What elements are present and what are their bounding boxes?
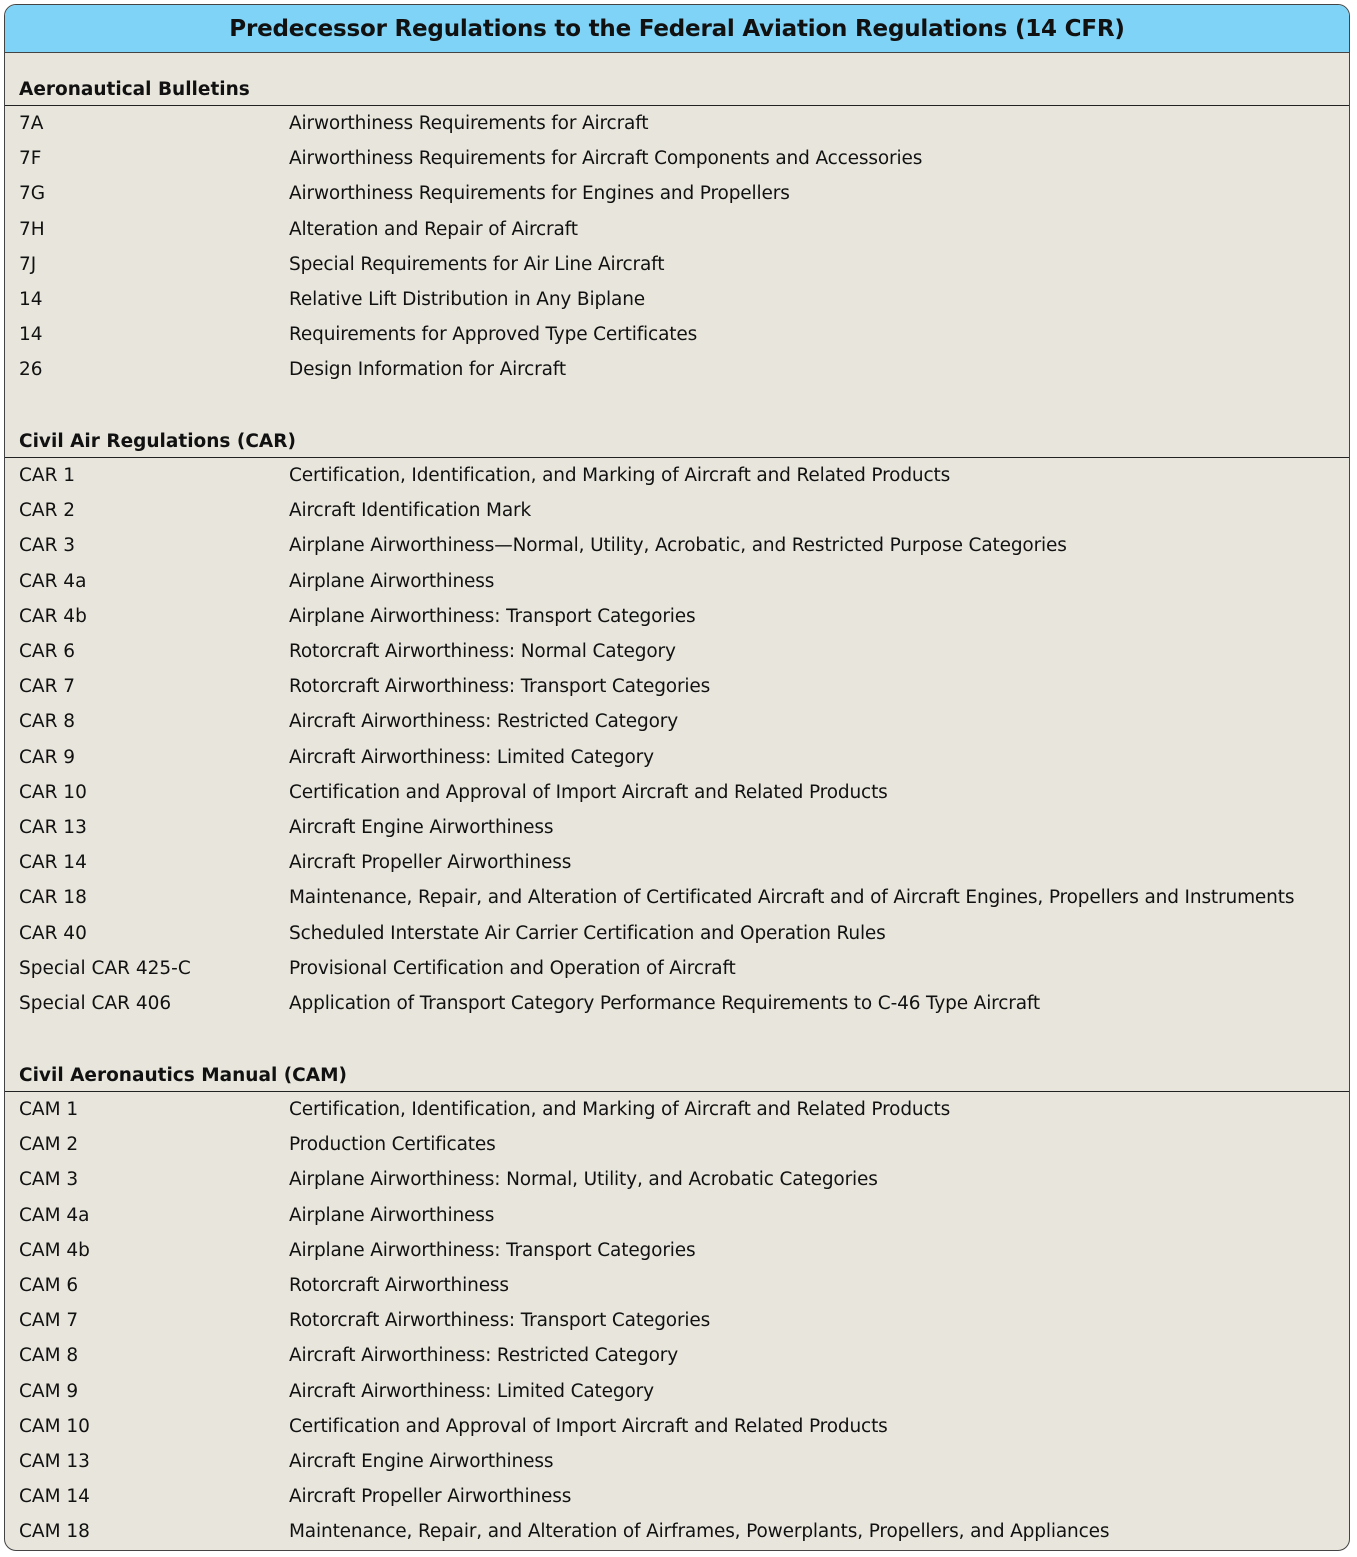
regulation-code: CAM 18	[19, 1521, 90, 1543]
regulation-code: 7G	[19, 183, 46, 205]
table-row	[5, 141, 1349, 176]
section-rows	[5, 1092, 1349, 1549]
regulation-code: CAR 3	[19, 535, 76, 557]
regulation-title: Special Requirements for Air Line Aircraft	[289, 253, 665, 275]
table-row	[5, 634, 1349, 669]
regulation-title: Airworthiness Requirements for Engines and Propellers	[289, 183, 790, 205]
regulation-code: 7A	[19, 113, 44, 135]
table-row	[5, 740, 1349, 775]
regulation-title: Rotorcraft Airworthiness: Transport Categories	[289, 1310, 711, 1332]
regulation-title: Aircraft Engine Airworthiness	[289, 1450, 554, 1472]
regulation-title: Provisional Certification and Operation of Aircraft	[289, 957, 736, 979]
regulation-code: CAR 4b	[19, 605, 87, 627]
table-row	[5, 176, 1349, 211]
regulation-code: 14	[19, 289, 43, 311]
table-row	[5, 810, 1349, 845]
regulation-code: CAM 13	[19, 1450, 90, 1472]
table-row	[5, 458, 1349, 493]
regulation-title: Airplane Airworthiness: Transport Categories	[289, 605, 696, 627]
table-row	[5, 1409, 1349, 1444]
regulation-title: Alteration and Repair of Aircraft	[289, 218, 578, 240]
table-row	[5, 1479, 1349, 1514]
regulation-title: Rotorcraft Airworthiness: Normal Category	[289, 641, 676, 663]
section-civil-aeronautics-manual	[5, 1059, 1349, 1549]
table-row	[5, 1162, 1349, 1197]
regulation-code: CAR 14	[19, 852, 87, 874]
regulation-title: Relative Lift Distribution in Any Biplane	[289, 289, 646, 311]
regulation-code: CAR 40	[19, 922, 87, 944]
section-rows	[5, 106, 1349, 388]
table-row	[5, 352, 1349, 387]
regulation-title: Production Certificates	[289, 1134, 496, 1156]
table-row	[5, 1233, 1349, 1268]
regulation-code: CAM 14	[19, 1486, 90, 1508]
regulation-title: Maintenance, Repair, and Alteration of Certificated Aircraft and of Aircraft Engines, Propellers and Instruments	[289, 887, 1295, 909]
table-row	[5, 212, 1349, 247]
table-row	[5, 247, 1349, 282]
regulation-title: Rotorcraft Airworthiness	[289, 1275, 509, 1297]
regulation-code: CAM 2	[19, 1134, 79, 1156]
regulation-title: Airplane Airworthiness: Transport Categories	[289, 1239, 696, 1261]
section-heading: Civil Air Regulations (CAR)	[5, 425, 1349, 458]
regulation-code: CAM 4a	[19, 1204, 90, 1226]
regulation-code: 14	[19, 324, 43, 346]
regulation-code: CAM 7	[19, 1310, 79, 1332]
regulation-title: Airplane Airworthiness	[289, 1204, 495, 1226]
regulation-title: Certification and Approval of Import Aircraft and Related Products	[289, 1415, 888, 1437]
section-rows	[5, 458, 1349, 1021]
table-title: Predecessor Regulations to the Federal Aviation Regulations (14 CFR)	[5, 5, 1349, 53]
table-row	[5, 564, 1349, 599]
regulation-title: Aircraft Airworthiness: Limited Category	[289, 746, 654, 768]
regulation-title: Aircraft Propeller Airworthiness	[289, 1486, 572, 1508]
table-row	[5, 704, 1349, 739]
table-row	[5, 1092, 1349, 1127]
regulation-title: Certification and Approval of Import Aircraft and Related Products	[289, 781, 888, 803]
table-row	[5, 1514, 1349, 1549]
regulation-title: Airplane Airworthiness—Normal, Utility, Acrobatic, and Restricted Purpose Categories	[289, 535, 1067, 557]
regulation-code: CAM 4b	[19, 1239, 90, 1261]
table-row	[5, 1127, 1349, 1162]
regulation-code: CAM 3	[19, 1169, 79, 1191]
table-row	[5, 493, 1349, 528]
section-heading: Civil Aeronautics Manual (CAM)	[5, 1059, 1349, 1092]
regulation-title: Maintenance, Repair, and Alteration of Airframes, Powerplants, Propellers, and Appliances	[289, 1521, 1110, 1543]
regulation-code: Special CAR 406	[19, 992, 172, 1014]
regulation-code: CAM 1	[19, 1099, 79, 1121]
table-row	[5, 880, 1349, 915]
regulation-code: CAR 9	[19, 746, 76, 768]
table-row	[5, 282, 1349, 317]
table-row	[5, 1338, 1349, 1373]
table-row	[5, 317, 1349, 352]
section-civil-air-regulations	[5, 425, 1349, 1021]
regulation-code: Special CAR 425-C	[19, 957, 191, 979]
regulation-title: Aircraft Airworthiness: Limited Category	[289, 1380, 654, 1402]
regulation-code: 26	[19, 359, 43, 381]
regulation-code: 7F	[19, 148, 42, 170]
table-row	[5, 528, 1349, 563]
regulation-code: CAR 1	[19, 465, 76, 487]
table-row	[5, 1303, 1349, 1338]
regulation-code: 7J	[19, 253, 37, 275]
regulation-title: Airworthiness Requirements for Aircraft Components and Accessories	[289, 148, 923, 170]
table-row	[5, 951, 1349, 986]
regulation-code: CAM 6	[19, 1275, 79, 1297]
table-row	[5, 915, 1349, 950]
table-row	[5, 1444, 1349, 1479]
regulation-title: Certification, Identification, and Marking of Aircraft and Related Products	[289, 465, 951, 487]
table-row	[5, 106, 1349, 141]
regulation-code: CAR 10	[19, 781, 87, 803]
regulation-title: Certification, Identification, and Marking of Aircraft and Related Products	[289, 1099, 951, 1121]
regulation-code: CAR 2	[19, 500, 76, 522]
regulation-title: Rotorcraft Airworthiness: Transport Categories	[289, 676, 711, 698]
regulation-title: Aircraft Airworthiness: Restricted Category	[289, 711, 679, 733]
regulation-code: CAR 4a	[19, 570, 87, 592]
table-row	[5, 986, 1349, 1021]
table-row	[5, 845, 1349, 880]
regulation-code: CAR 13	[19, 816, 87, 838]
regulation-title: Airplane Airworthiness: Normal, Utility, and Acrobatic Categories	[289, 1169, 878, 1191]
regulations-table	[4, 4, 1350, 1551]
regulation-title: Aircraft Engine Airworthiness	[289, 816, 554, 838]
regulation-code: CAR 7	[19, 676, 76, 698]
regulation-title: Scheduled Interstate Air Carrier Certification and Operation Rules	[289, 922, 886, 944]
regulation-code: CAR 6	[19, 641, 76, 663]
regulation-title: Aircraft Airworthiness: Restricted Category	[289, 1345, 679, 1367]
regulation-title: Requirements for Approved Type Certificates	[289, 324, 698, 346]
regulation-title: Application of Transport Category Performance Requirements to C-46 Type Aircraft	[289, 992, 1041, 1014]
regulation-title: Aircraft Propeller Airworthiness	[289, 852, 572, 874]
section-heading: Aeronautical Bulletins	[5, 73, 1349, 106]
regulation-code: CAR 8	[19, 711, 76, 733]
regulation-code: CAR 18	[19, 887, 87, 909]
section-aeronautical-bulletins	[5, 73, 1349, 388]
regulation-title: Design Information for Aircraft	[289, 359, 566, 381]
regulation-title: Aircraft Identification Mark	[289, 500, 532, 522]
regulation-code: CAM 10	[19, 1415, 90, 1437]
regulation-code: 7H	[19, 218, 45, 240]
regulation-code: CAM 8	[19, 1345, 79, 1367]
table-row	[5, 775, 1349, 810]
table-row	[5, 669, 1349, 704]
table-row	[5, 1268, 1349, 1303]
table-row	[5, 599, 1349, 634]
regulation-title: Airworthiness Requirements for Aircraft	[289, 113, 649, 135]
regulation-title: Airplane Airworthiness	[289, 570, 495, 592]
regulation-code: CAM 9	[19, 1380, 79, 1402]
table-row	[5, 1374, 1349, 1409]
table-row	[5, 1198, 1349, 1233]
